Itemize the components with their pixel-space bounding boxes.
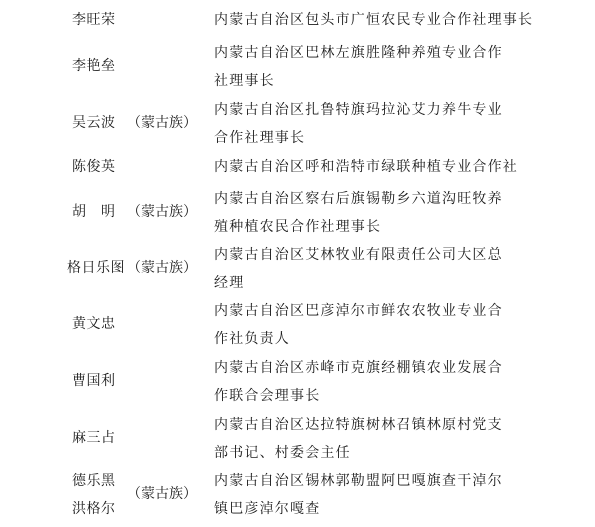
person-name (72, 367, 116, 395)
description-line: 内蒙古自治区艾林牧业有限责任公司大区总 (214, 247, 503, 263)
description-line: 内蒙古自治区巴林左旗胜隆种养殖专业合作 (214, 45, 503, 61)
description-line: 内蒙古自治区呼和浩特市绿联种植专业合作社 (214, 159, 518, 175)
person-name-line: 曹国利 (72, 373, 116, 389)
description-line: 内蒙古自治区锡林郭勒盟阿巴嘎旗查干淖尔 (214, 473, 503, 489)
person-description (214, 411, 524, 467)
description-line: 社理事长 (214, 73, 275, 89)
person-name (67, 254, 125, 282)
person-name-line: 胡 明 (72, 204, 116, 220)
description-line: 殖种植农民合作社理事长 (214, 219, 382, 235)
person-name-line: 洪格尔 (72, 501, 116, 517)
person-name-line: 麻三占 (72, 430, 116, 446)
person-description (214, 297, 524, 353)
person-name (72, 109, 116, 137)
person-name (72, 467, 116, 523)
person-description (214, 153, 524, 181)
description-line: 作联合会理事长 (214, 388, 321, 404)
person-name (72, 153, 116, 181)
person-name-line: 德乐黑 (72, 473, 116, 489)
person-description (214, 39, 524, 95)
description-line: 内蒙古自治区赤峰市克旗经棚镇农业发展合 (214, 360, 503, 376)
description-line: 经理 (214, 275, 245, 291)
person-description (214, 467, 524, 523)
ethnicity-label: （蒙古族） (127, 115, 197, 131)
description-line: 合作社理事长 (214, 130, 306, 146)
description-line: 作社负责人 (214, 331, 290, 347)
person-description (214, 96, 524, 152)
ethnicity-label: （蒙古族） (127, 486, 197, 502)
person-description (214, 241, 524, 297)
description-line: 内蒙古自治区察右后旗锡勒乡六道沟旺牧养 (214, 191, 503, 207)
description-line: 内蒙古自治区扎鲁特旗玛拉沁艾力养牛专业 (214, 102, 503, 118)
person-name (72, 198, 116, 226)
person-name (72, 6, 116, 34)
person-description (214, 185, 524, 241)
description-line: 镇巴彦淖尔嘎查 (214, 501, 321, 517)
description-line: 部书记、村委会主任 (214, 445, 351, 461)
description-line: 内蒙古自治区达拉特旗树林召镇林原村党支 (214, 417, 503, 433)
description-line: 内蒙古自治区巴彦淖尔市鲜农农牧业专业合 (214, 303, 503, 319)
person-name (72, 424, 116, 452)
person-name (72, 52, 116, 80)
person-name-line: 李旺荣 (72, 12, 116, 28)
person-name (72, 310, 116, 338)
person-description (214, 354, 524, 410)
ethnicity-label: （蒙古族） (127, 204, 197, 220)
description-line: 内蒙古自治区包头市广恒农民专业合作社理事长 (214, 12, 534, 28)
person-name-line: 黄文忠 (72, 316, 116, 332)
person-name-line: 格日乐图 (67, 260, 125, 276)
person-description (214, 6, 534, 34)
person-name-line: 李艳垒 (72, 58, 116, 74)
person-name-line: 吴云波 (72, 115, 116, 131)
person-name-line: 陈俊英 (72, 159, 116, 175)
ethnicity-label: （蒙古族） (127, 260, 197, 276)
